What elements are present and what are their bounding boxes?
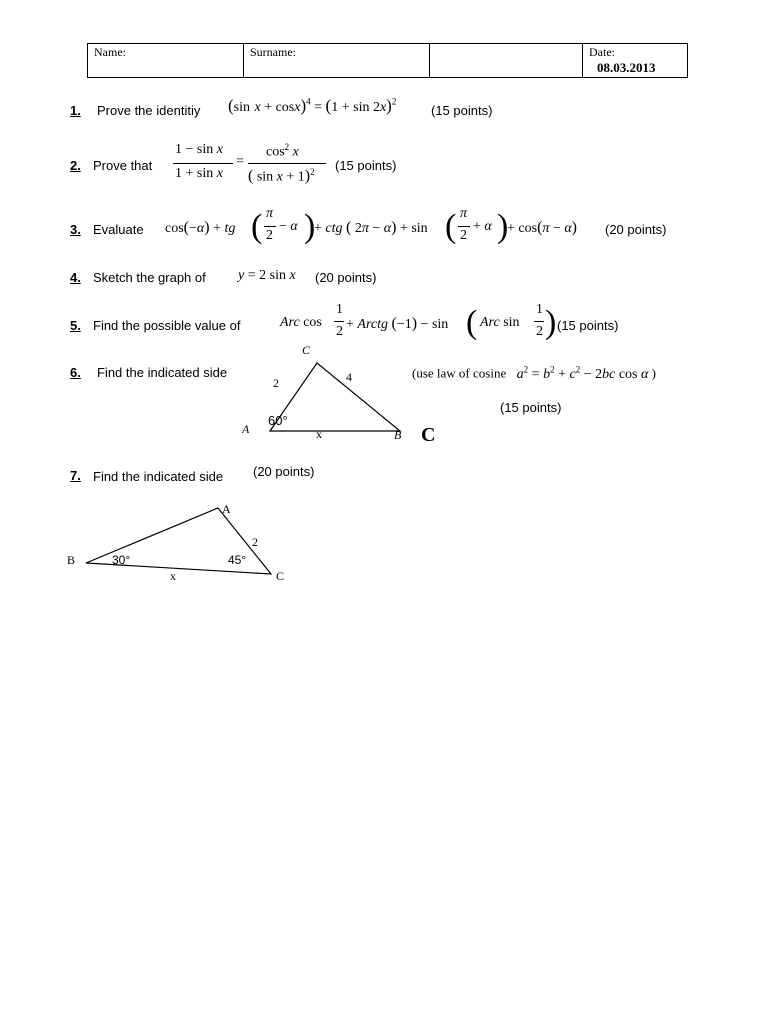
triangle-7-angle-c: 45° <box>228 553 247 567</box>
question-1-number: 1. <box>70 103 81 118</box>
question-7-points: (20 points) <box>253 464 315 479</box>
question-4-number: 4. <box>70 270 81 285</box>
name-label: Name: <box>94 45 126 59</box>
question-6-text: Find the indicated side <box>97 365 228 380</box>
triangle-6-side-bc: 4 <box>346 370 352 384</box>
question-6-hint: (use law of cosine $a^2 = b^2 + c^2 - 2bc$ cos α ) <box>412 364 656 382</box>
question-1-points: (15 points) <box>431 103 493 118</box>
question-7-text: Find the indicated side <box>93 469 224 484</box>
triangle-6-side-ac: 2 <box>273 376 279 390</box>
question-5-text: Find the possible value of <box>93 318 241 333</box>
question-3-points: (20 points) <box>605 222 667 237</box>
question-1-formula: (sin $x + \cos x)^4 = (1 + \sin 2x)^2$ <box>228 96 397 115</box>
triangle-6-vertex-a: A <box>242 422 250 436</box>
question-1-text: Prove the identitiy <box>97 103 201 118</box>
question-6-number: 6. <box>70 365 81 380</box>
date-label: Date: <box>589 45 615 59</box>
question-3-formula: cos(−α) + tg ( π 2 − α ) + ctg ( 2π − α) + sin ( π 2 + α ) + cos(π − α) <box>165 206 577 245</box>
question-5-formula: Arc cos 1 2 + Arctg (−1) − sin ( Arc sin 1 2 ) <box>280 302 557 341</box>
triangle-7-vertex-a: A <box>222 502 231 516</box>
question-2-formula: 1 − sin x 1 + sin x = $\cos^2 x$ ( sin x + 1)$^2$ <box>170 142 410 192</box>
triangle-7-side-bc: x <box>170 569 176 583</box>
question-5-number: 5. <box>70 318 81 333</box>
question-2-number: 2. <box>70 158 81 173</box>
triangle-6-vertex-c: C <box>302 343 311 357</box>
question-6-points: (15 points) <box>500 400 562 415</box>
surname-label: Surname: <box>250 45 296 59</box>
question-3-text: Evaluate <box>93 222 144 237</box>
question-4-formula: y = 2 sin x <box>238 268 296 283</box>
triangle-7-angle-b: 30° <box>112 553 131 567</box>
question-4-text: Sketch the graph of <box>93 270 206 285</box>
question-5-points: (15 points) <box>557 318 619 333</box>
question-6-hint-text: (use law of cosine <box>412 365 507 381</box>
triangle-6-angle-a: 60° <box>268 413 288 428</box>
triangle-7-vertex-c: C <box>276 569 285 583</box>
date-value: 08.03.2013 <box>597 60 656 75</box>
triangle-7-side-ac: 2 <box>252 535 258 549</box>
question-2-text: Prove that <box>93 158 153 173</box>
question-7-number: 7. <box>70 468 81 483</box>
question-4-points: (20 points) <box>315 270 377 285</box>
triangle-6-stray-c: C <box>421 424 436 446</box>
triangle-6-vertex-b: B <box>394 428 402 442</box>
triangle-7-vertex-b: B <box>67 553 76 567</box>
question-3-number: 3. <box>70 222 81 237</box>
question-2-points: (15 points) <box>335 158 397 173</box>
triangle-6-side-ab: x <box>316 427 322 441</box>
